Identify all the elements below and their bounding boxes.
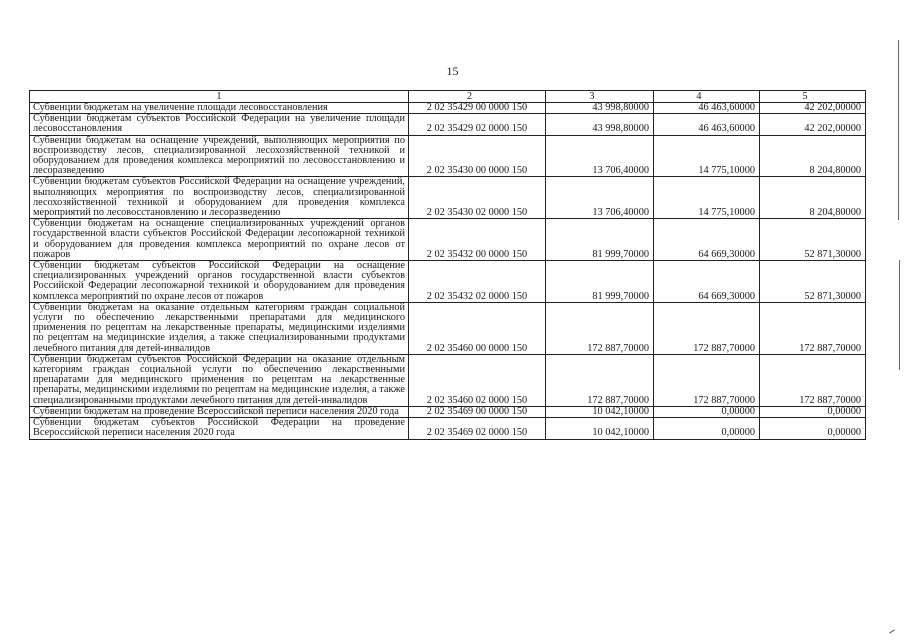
- row-value-col5: 8 204,80000: [760, 177, 866, 219]
- table-row: [30, 302, 866, 354]
- row-name: Субвенции бюджетам на оказание отдельным категориям граждан социальной услуги по обеспечению лекарственными препаратами для медицинского применения по рецептам на лекарственные препараты, медицинскими изделиями по рецептам на медицинские изделия, а также специализированными продуктами лечебного питания для детей-инвалидов: [30, 302, 409, 354]
- row-value-col3: 13 706,40000: [546, 177, 654, 219]
- column-header: 3: [546, 91, 654, 103]
- table-row: [30, 103, 866, 114]
- scan-edge-line: [898, 40, 899, 220]
- row-value-col4: 0,00000: [654, 418, 760, 439]
- row-code: 2 02 35469 00 0000 150: [409, 406, 546, 417]
- row-value-col4: 172 887,70000: [654, 354, 760, 406]
- row-value-col3: 81 999,70000: [546, 219, 654, 261]
- row-code: 2 02 35432 02 0000 150: [409, 261, 546, 303]
- row-value-col5: 0,00000: [760, 406, 866, 417]
- row-value-col4: 14 775,10000: [654, 135, 760, 177]
- row-value-col3: 10 042,10000: [546, 418, 654, 439]
- scan-edge-line: [899, 260, 900, 370]
- row-value-col3: 10 042,10000: [546, 406, 654, 417]
- row-value-col3: 43 998,80000: [546, 103, 654, 114]
- column-header: 5: [760, 91, 866, 103]
- table-row: [30, 219, 866, 261]
- row-value-col5: 42 202,00000: [760, 103, 866, 114]
- row-name: Субвенции бюджетам субъектов Российской Федерации на увеличение площади лесовосстановления: [30, 114, 409, 135]
- row-code: 2 02 35429 02 0000 150: [409, 114, 546, 135]
- row-value-col3: 81 999,70000: [546, 261, 654, 303]
- table-row: [30, 114, 866, 135]
- row-code: 2 02 35432 00 0000 150: [409, 219, 546, 261]
- row-value-col4: 64 669,30000: [654, 219, 760, 261]
- row-value-col3: 43 998,80000: [546, 114, 654, 135]
- row-value-col5: 8 204,80000: [760, 135, 866, 177]
- table-row: [30, 406, 866, 417]
- row-code: 2 02 35429 00 0000 150: [409, 103, 546, 114]
- row-code: 2 02 35460 00 0000 150: [409, 302, 546, 354]
- scan-corner-mark: [889, 629, 894, 633]
- column-header: 4: [654, 91, 760, 103]
- row-value-col5: 42 202,00000: [760, 114, 866, 135]
- row-value-col4: 64 669,30000: [654, 261, 760, 303]
- row-name: Субвенции бюджетам субъектов Российской Федерации на оснащение специализированных учреждений органов государственной власти субъектов Российской Федерации лесопожарной техникой и оборудованием для проведения комплекса мероприятий по охране лесов от пожаров: [30, 261, 409, 303]
- column-header: 1: [30, 91, 409, 103]
- row-value-col3: 172 887,70000: [546, 354, 654, 406]
- row-value-col4: 46 463,60000: [654, 114, 760, 135]
- page-number: 15: [446, 64, 459, 78]
- column-header: 2: [409, 91, 546, 103]
- row-code: 2 02 35430 00 0000 150: [409, 135, 546, 177]
- table-row: [30, 418, 866, 439]
- row-value-col5: 172 887,70000: [760, 302, 866, 354]
- row-value-col5: 52 871,30000: [760, 219, 866, 261]
- row-name: Субвенции бюджетам на проведение Всероссийской переписи населения 2020 года: [30, 406, 409, 417]
- row-name: Субвенции бюджетам на оснащение специализированных учреждений органов государственной власти субъектов Российской Федерации лесопожарной техникой и оборудованием для проведения комплекса мероприятий по охране лесов от пожаров: [30, 219, 409, 261]
- table-row: [30, 261, 866, 303]
- row-value-col3: 13 706,40000: [546, 135, 654, 177]
- row-code: 2 02 35469 02 0000 150: [409, 418, 546, 439]
- table-header-row: [30, 91, 866, 103]
- row-value-col5: 0,00000: [760, 418, 866, 439]
- row-name: Субвенции бюджетам субъектов Российской Федерации на оказание отдельным категориям граждан социальной услуги по обеспечению лекарственными препаратами для медицинского применения по рецептам на лекарственные препараты, медицинскими изделиями по рецептам на медицинские изделия, а также специализированными продуктами лечебного питания для детей-инвалидов: [30, 354, 409, 406]
- row-value-col4: 46 463,60000: [654, 103, 760, 114]
- row-value-col3: 172 887,70000: [546, 302, 654, 354]
- row-code: 2 02 35430 02 0000 150: [409, 177, 546, 219]
- row-code: 2 02 35460 02 0000 150: [409, 354, 546, 406]
- row-value-col4: 14 775,10000: [654, 177, 760, 219]
- row-value-col5: 52 871,30000: [760, 261, 866, 303]
- row-value-col4: 0,00000: [654, 406, 760, 417]
- row-value-col5: 172 887,70000: [760, 354, 866, 406]
- table-row: [30, 177, 866, 219]
- row-name: Субвенции бюджетам на оснащение учреждений, выполняющих мероприятия по воспроизводству лесов, специализированной лесохозяйственной техникой и оборудованием для проведения комплекса мероприятий по лесовосстановлению и лесоразведению: [30, 135, 409, 177]
- table-row: [30, 354, 866, 406]
- row-name: Субвенции бюджетам субъектов Российской Федерации на оснащение учреждений, выполняющих мероприятия по воспроизводству лесов, специализированной лесохозяйственной техникой и оборудованием для проведения комплекса мероприятий по лесовосстановлению и лесоразведению: [30, 177, 409, 219]
- row-name: Субвенции бюджетам на увеличение площади лесовосстановления: [30, 103, 409, 114]
- row-name: Субвенции бюджетам субъектов Российской Федерации на проведение Всероссийской переписи населения 2020 года: [30, 418, 409, 439]
- row-value-col4: 172 887,70000: [654, 302, 760, 354]
- budget-table: [29, 90, 866, 440]
- table-row: [30, 135, 866, 177]
